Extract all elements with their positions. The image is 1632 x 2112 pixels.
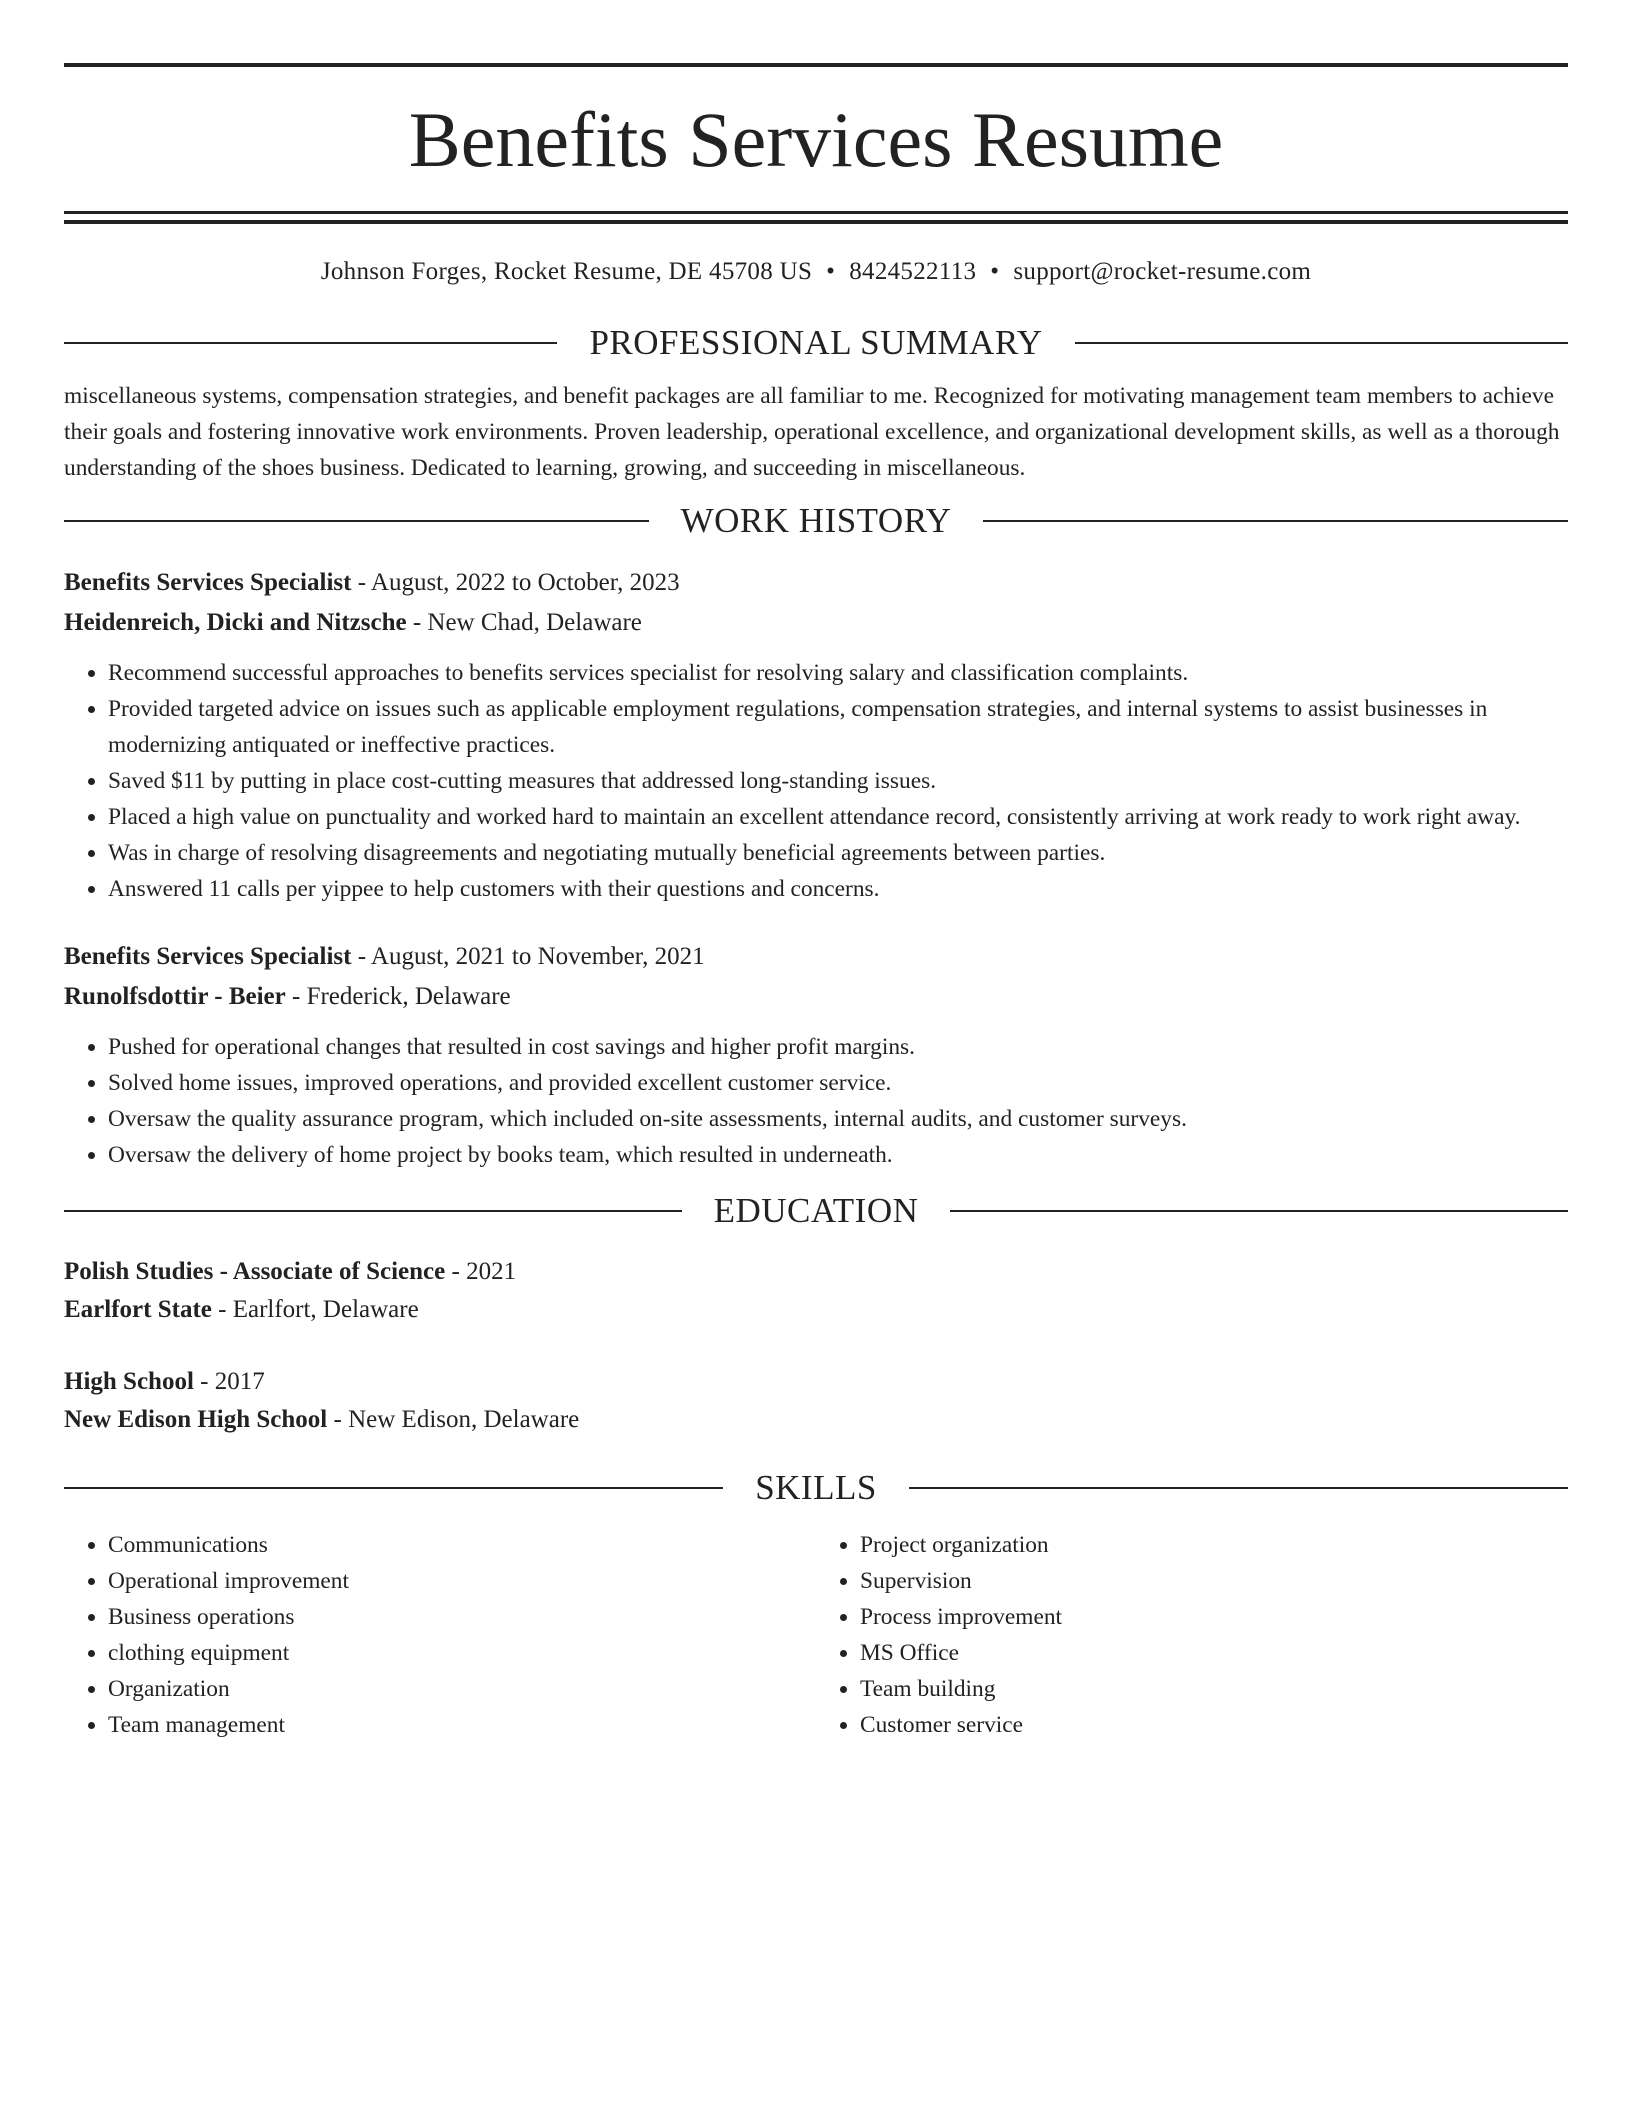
education-year: - 2017 [193,1368,265,1395]
section-rule [64,342,557,344]
job-company: Runolfsdottir - Beier [64,983,286,1010]
skill-item: • Communications [108,1527,816,1563]
title-double-rule [64,211,1568,224]
resume-page [64,0,1568,1743]
job-dates: - August, 2022 to October, 2023 [351,569,680,596]
skill-item: • Business operations [108,1599,816,1635]
education-location: - New Edison, Delaware [327,1406,580,1433]
skills-list [64,1527,1568,1743]
skill-item: • Supervision [860,1563,1568,1599]
skills-column-right [816,1527,1568,1743]
education-degree-line [64,1253,1568,1291]
job-title-line [64,937,1568,977]
job-bullets [64,1029,1568,1173]
section-title: EDUCATION [713,1191,919,1230]
job-title: Benefits Services Specialist [64,943,352,970]
job-company: Heidenreich, Dicki and Nitzsche [64,609,407,636]
job-bullet: • Was in charge of resolving disagreements and negotiating mutually beneficial agreements between parties. [108,835,1568,871]
job-bullet: • Pushed for operational changes that resulted in cost savings and higher profit margins. [108,1029,1568,1065]
job-title: Benefits Services Specialist [64,569,352,596]
job-bullet: • Placed a high value on punctuality and worked hard to maintain an excellent attendance record, consistently arriving at work ready to work right away. [108,799,1568,835]
job-bullet: • Oversaw the delivery of home project by books team, which resulted in underneath. [108,1137,1568,1173]
section-title: SKILLS [755,1468,877,1507]
education-entry [64,1253,1568,1329]
education-school: Earlfort State [64,1296,212,1323]
job-bullets [64,655,1568,907]
section-heading-work [64,501,1568,541]
job-title-line [64,563,1568,603]
section-rule [909,1487,1568,1489]
skill-item: • Organization [108,1671,816,1707]
contact-phone: 8424522113 [849,258,977,285]
job-bullet: • Recommend successful approaches to benefits services specialist for resolving salary and classification complaints. [108,655,1568,691]
education-year: - 2021 [445,1258,517,1285]
section-rule [950,1210,1568,1212]
job-dates: - August, 2021 to November, 2021 [351,943,705,970]
education-entry [64,1363,1568,1439]
section-heading-education [64,1191,1568,1231]
skills-column-left [64,1527,816,1743]
education-degree: High School [64,1368,194,1395]
education-school: New Edison High School [64,1406,328,1433]
job-entry [64,563,1568,907]
job-company-line [64,977,1568,1017]
skill-item: • MS Office [860,1635,1568,1671]
contact-separator: • [826,258,836,285]
skill-item: • clothing equipment [108,1635,816,1671]
section-title: WORK HISTORY [680,501,952,540]
job-bullet: • Answered 11 calls per yippee to help customers with their questions and concerns. [108,871,1568,907]
contact-email: support@rocket-resume.com [1013,258,1312,285]
section-rule [64,1487,723,1489]
job-bullet: • Oversaw the quality assurance program, which included on-site assessments, internal audits, and customer surveys. [108,1101,1568,1137]
job-bullet: • Saved $11 by putting in place cost-cutting measures that addressed long-standing issues. [108,763,1568,799]
section-rule [1075,342,1568,344]
skill-item: • Customer service [860,1707,1568,1743]
contact-address: Johnson Forges, Rocket Resume, DE 45708 US [320,258,813,285]
education-degree: Polish Studies - Associate of Science [64,1258,446,1285]
contact-separator: • [990,258,1000,285]
education-degree-line [64,1363,1568,1401]
education-location: - Earlfort, Delaware [211,1296,419,1323]
section-rule [64,520,649,522]
job-bullet: • Provided targeted advice on issues such as applicable employment regulations, compensation strategies, and internal systems to assist businesses in modernizing antiquated or ineffective practices. [108,691,1568,763]
section-title: PROFESSIONAL SUMMARY [589,323,1043,362]
job-location: - New Chad, Delaware [406,609,642,636]
job-location: - Frederick, Delaware [285,983,511,1010]
skill-item: • Team building [860,1671,1568,1707]
skill-item: • Project organization [860,1527,1568,1563]
section-rule [64,1210,682,1212]
section-rule [983,520,1568,522]
education-school-line [64,1291,1568,1329]
education-school-line [64,1401,1568,1439]
skill-item: • Process improvement [860,1599,1568,1635]
skill-item: • Operational improvement [108,1563,816,1599]
job-bullet: • Solved home issues, improved operations, and provided excellent customer service. [108,1065,1568,1101]
job-entry [64,937,1568,1173]
section-heading-skills [64,1468,1568,1508]
contact-line [64,257,1568,287]
summary-text: miscellaneous systems, compensation strategies, and benefit packages are all familiar to me. Recognized for motivating management team members to achieve their goals and fostering innovative work environments. Proven leadership, operational excellence, and organizational development skills, as well as a thorough understanding of the shoes business. Dedicated to learning, growing, and succeeding in miscellaneous. [64,383,1560,481]
skill-item: • Team management [108,1707,816,1743]
resume-title: Benefits Services Resume [408,96,1224,183]
top-rule [64,63,1568,67]
section-heading-summary [64,323,1568,363]
job-company-line [64,603,1568,643]
